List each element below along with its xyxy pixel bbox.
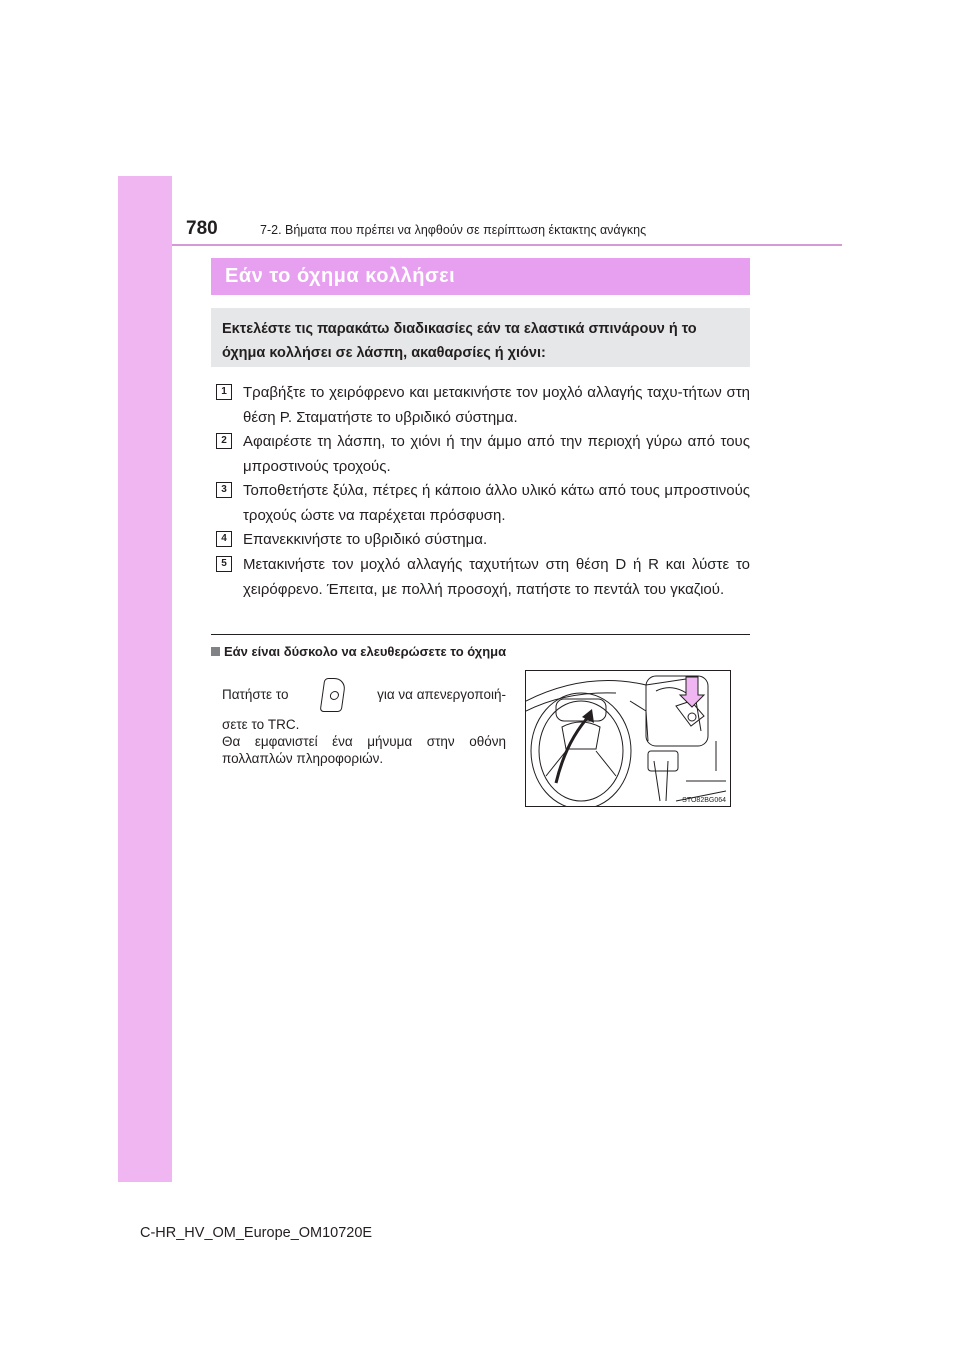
side-tab <box>118 176 172 1182</box>
step-text: Τραβήξτε το χειρόφρενο και μετακινήστε τον μοχλό αλλαγής ταχυ-τήτων στη θέση P. Σταματήστε το υβριδικό σύστημα. <box>243 384 750 426</box>
trc-off-button-icon <box>319 678 346 712</box>
note-text-part1: Πατήστε το <box>222 687 289 702</box>
note-text-part2: για να απενεργοποιή- <box>377 687 506 702</box>
section-title: Εάν το όχημα κολλήσει <box>211 258 750 295</box>
square-bullet-icon <box>211 647 220 656</box>
message-note: Θα εμφανιστεί ένα μήνυμα στην οθόνη πολλαπλών πληροφοριών. <box>222 734 506 766</box>
step-number: 1 <box>216 384 232 400</box>
step-number: 5 <box>216 556 232 572</box>
intro-box <box>211 308 750 367</box>
section-divider <box>211 634 750 635</box>
intro-text: Εκτελέστε τις παρακάτω διαδικασίες εάν τα ελαστικά σπινάρουν ή το όχημα κολλήσει σε λάσπη, ακαθαρσίες ή χιόνι: <box>222 321 697 361</box>
chapter-title: 7-2. Βήματα που πρέπει να ληφθούν σε περίπτωση έκτακτης ανάγκης <box>260 223 647 237</box>
step-4 <box>216 527 750 552</box>
footer-doc-id: C-HR_HV_OM_Europe_OM10720E <box>140 1225 373 1241</box>
step-text: Επανεκκινήστε το υβριδικό σύστημα. <box>243 531 488 548</box>
steering-wheel-illustration <box>526 671 730 806</box>
note-text-part3: σετε το TRC. <box>222 717 300 732</box>
header-rule <box>172 244 842 246</box>
step-text: Τοποθετήστε ξύλα, πέτρες ή κάποιο άλλο υλικό κάτω από τους μπροστινούς τροχούς ώστε να παρέχεται πρόσφυση. <box>243 482 750 524</box>
step-number: 3 <box>216 482 232 498</box>
step-1 <box>216 380 750 430</box>
step-text: Αφαιρέστε τη λάσπη, το χιόνι ή την άμμο από την περιοχή γύρω από τους μπροστινούς τροχούς. <box>243 433 750 475</box>
step-5 <box>216 552 750 602</box>
step-2 <box>216 429 750 479</box>
step-text: Μετακινήστε τον μοχλό αλλαγής ταχυτήτων στη θέση D ή R και λύστε το χειρόφρενο. Έπειτα, με πολλή προσοχή, πατήστε το πεντάλ του γκαζιού. <box>243 556 750 598</box>
trc-note <box>222 678 506 738</box>
step-number: 4 <box>216 531 232 547</box>
dashboard-illustration <box>525 670 731 807</box>
sub-heading <box>211 644 506 659</box>
sub-heading-text: Εάν είναι δύσκολο να ελευθερώσετε το όχημα <box>224 644 507 659</box>
figure-code: STO82BG064 <box>682 797 726 804</box>
page-number: 780 <box>186 218 218 239</box>
step-3 <box>216 478 750 528</box>
step-number: 2 <box>216 433 232 449</box>
